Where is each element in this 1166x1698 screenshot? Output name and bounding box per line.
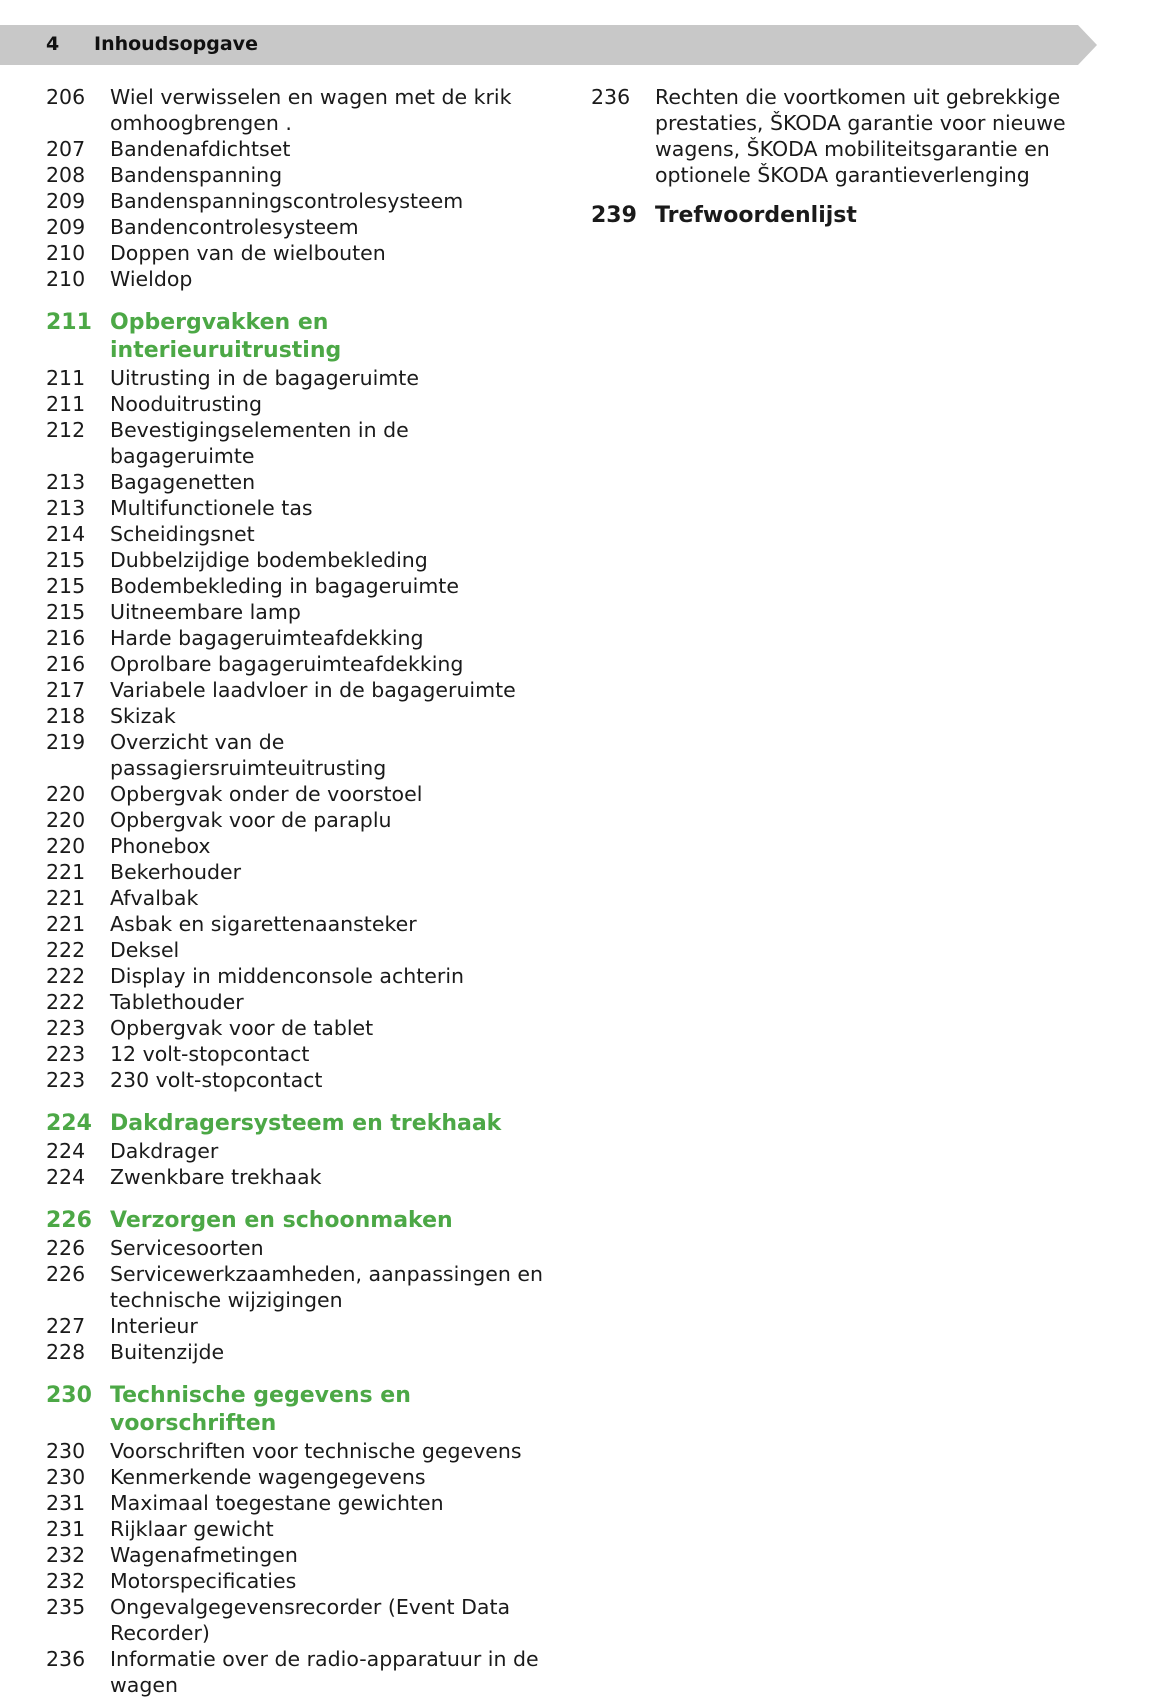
toc-entry[interactable] xyxy=(46,469,546,495)
toc-title: Skizak xyxy=(110,704,176,728)
toc-title: Wiel verwisselen en wagen met de krik omhoogbrengen . xyxy=(110,85,512,135)
toc-page-number: 222 xyxy=(46,964,86,988)
toc-page-number: 210 xyxy=(46,241,86,265)
toc-entry[interactable] xyxy=(46,781,546,807)
toc-title: Bodembekleding in bagageruimte xyxy=(110,574,459,598)
toc-title: Multifunctionele tas xyxy=(110,496,313,520)
toc-entry[interactable] xyxy=(46,963,546,989)
toc-entry[interactable] xyxy=(46,1490,546,1516)
toc-page-number: 230 xyxy=(46,1465,86,1489)
toc-title: Zwenkbare trekhaak xyxy=(110,1165,322,1189)
toc-title: Servicesoorten xyxy=(110,1236,264,1260)
toc-entry[interactable] xyxy=(46,1313,546,1339)
toc-entry[interactable] xyxy=(46,1438,546,1464)
toc-page-number: 208 xyxy=(46,163,86,187)
toc-entry[interactable] xyxy=(46,1235,546,1261)
toc-page-number: 224 xyxy=(46,1165,86,1189)
toc-title: Dubbelzijdige bodembekleding xyxy=(110,548,428,572)
toc-entry[interactable] xyxy=(46,266,546,292)
toc-entry[interactable] xyxy=(46,651,546,677)
toc-title: Harde bagageruimteafdekking xyxy=(110,626,424,650)
toc-page-number: 228 xyxy=(46,1340,86,1364)
toc-entry[interactable] xyxy=(46,1164,546,1190)
toc-title: Interieur xyxy=(110,1314,198,1338)
toc-page-number: 223 xyxy=(46,1016,86,1040)
toc-entry[interactable] xyxy=(46,1138,546,1164)
toc-title: Oprolbare bagageruimteafdekking xyxy=(110,652,464,676)
toc-entry[interactable] xyxy=(46,677,546,703)
toc-page-number: 227 xyxy=(46,1314,86,1338)
toc-entry[interactable] xyxy=(46,1041,546,1067)
toc-title: Dakdragersysteem en trekhaak xyxy=(110,1111,502,1136)
toc-title: Nooduitrusting xyxy=(110,392,262,416)
toc-page-number: 216 xyxy=(46,626,86,650)
toc-page-number: 214 xyxy=(46,522,86,546)
toc-page-number: 215 xyxy=(46,600,86,624)
toc-title: Bandencontrolesysteem xyxy=(110,215,359,239)
toc-entry[interactable] xyxy=(46,1646,546,1698)
toc-title: Opbergvak voor de tablet xyxy=(110,1016,374,1040)
toc-page-number: 206 xyxy=(46,85,86,109)
toc-entry[interactable] xyxy=(46,1015,546,1041)
toc-title: Verzorgen en schoonmaken xyxy=(110,1208,453,1233)
toc-title: Opbergvak voor de paraplu xyxy=(110,808,392,832)
toc-page-number: 226 xyxy=(46,1236,86,1260)
toc-entry[interactable] xyxy=(46,495,546,521)
toc-title: Scheidingsnet xyxy=(110,522,255,546)
toc-page-number: 236 xyxy=(46,1647,86,1671)
toc-title: Rechten die voortkomen uit gebrekkige prestaties, ŠKODA garantie voor nieuwe wagens, ŠKODA mobiliteitsgarantie en optionele ŠKODA garantieverlenging xyxy=(655,85,1066,187)
toc-page-number: 221 xyxy=(46,886,86,910)
toc-entry[interactable] xyxy=(46,1464,546,1490)
toc-title: Opbergvak onder de voorstoel xyxy=(110,782,423,806)
toc-title: Bagagenetten xyxy=(110,470,256,494)
toc-right-column xyxy=(591,84,1091,230)
toc-page-number: 221 xyxy=(46,860,86,884)
toc-page-number: 211 xyxy=(46,310,92,335)
toc-page-number: 209 xyxy=(46,189,86,213)
toc-title: Servicewerkzaamheden, aanpassingen en technische wijzigingen xyxy=(110,1262,544,1312)
toc-entry[interactable] xyxy=(46,1516,546,1542)
toc-title: Bandenafdichtset xyxy=(110,137,291,161)
toc-title: Opbergvakken en interieuruitrusting xyxy=(110,310,342,363)
toc-section-heading[interactable] xyxy=(46,1382,546,1438)
toc-entry[interactable] xyxy=(46,1594,546,1646)
toc-page-number: 210 xyxy=(46,267,86,291)
toc-entry[interactable] xyxy=(46,547,546,573)
toc-page-number: 222 xyxy=(46,990,86,1014)
toc-page-number: 231 xyxy=(46,1517,86,1541)
toc-page-number: 217 xyxy=(46,678,86,702)
toc-entry[interactable] xyxy=(46,937,546,963)
toc-title: Ongevalgegevensrecorder (Event Data Recorder) xyxy=(110,1595,511,1645)
toc-title: 12 volt-stopcontact xyxy=(110,1042,310,1066)
toc-entry[interactable] xyxy=(46,391,546,417)
toc-section-heading[interactable] xyxy=(46,1110,546,1138)
toc-title: Bevestigingselementen in de bagageruimte xyxy=(110,418,409,468)
toc-title: Voorschriften voor technische gegevens xyxy=(110,1439,522,1463)
toc-title: Phonebox xyxy=(110,834,211,858)
toc-entry[interactable] xyxy=(46,365,546,391)
toc-page-number: 215 xyxy=(46,574,86,598)
toc-page-number: 209 xyxy=(46,215,86,239)
toc-title: Bekerhouder xyxy=(110,860,242,884)
toc-page-number: 215 xyxy=(46,548,86,572)
toc-title: Uitrusting in de bagageruimte xyxy=(110,366,419,390)
toc-page-number: 219 xyxy=(46,730,86,754)
toc-entry[interactable] xyxy=(46,1542,546,1568)
toc-title: Kenmerkende wagengegevens xyxy=(110,1465,426,1489)
toc-entry[interactable] xyxy=(46,833,546,859)
toc-entry[interactable] xyxy=(46,162,546,188)
header-title: Inhoudsopgave xyxy=(94,33,258,55)
toc-page-number: 220 xyxy=(46,834,86,858)
toc-page-number: 226 xyxy=(46,1208,92,1233)
toc-entry[interactable] xyxy=(46,188,546,214)
toc-title: Trefwoordenlijst xyxy=(655,203,857,228)
toc-title: Wieldop xyxy=(110,267,193,291)
toc-entry[interactable] xyxy=(46,729,546,781)
toc-page-number: 232 xyxy=(46,1543,86,1567)
toc-entry[interactable] xyxy=(46,599,546,625)
toc-title: Asbak en sigarettenaansteker xyxy=(110,912,417,936)
toc-page-number: 211 xyxy=(46,366,86,390)
toc-title: Afvalbak xyxy=(110,886,199,910)
toc-title: Uitneembare lamp xyxy=(110,600,301,624)
toc-page-number: 213 xyxy=(46,496,86,520)
toc-entry[interactable] xyxy=(46,521,546,547)
toc-entry[interactable] xyxy=(46,859,546,885)
toc-title: Buitenzijde xyxy=(110,1340,225,1364)
toc-page-number: 223 xyxy=(46,1042,86,1066)
toc-page-number: 221 xyxy=(46,912,86,936)
toc-page-number: 226 xyxy=(46,1262,86,1286)
toc-page-number: 239 xyxy=(591,203,637,228)
toc-page-number: 232 xyxy=(46,1569,86,1593)
toc-entry[interactable] xyxy=(46,84,546,136)
toc-page-number: 213 xyxy=(46,470,86,494)
toc-entry[interactable] xyxy=(46,703,546,729)
toc-page-number: 212 xyxy=(46,418,86,442)
toc-page-number: 230 xyxy=(46,1383,92,1408)
toc-section-heading[interactable] xyxy=(46,309,546,365)
toc-title: Doppen van de wielbouten xyxy=(110,241,386,265)
toc-title: Motorspecificaties xyxy=(110,1569,297,1593)
toc-page-number: 222 xyxy=(46,938,86,962)
toc-title: Dakdrager xyxy=(110,1139,219,1163)
toc-section-heading[interactable] xyxy=(591,202,1091,230)
toc-page-number: 231 xyxy=(46,1491,86,1515)
toc-page-number: 220 xyxy=(46,808,86,832)
toc-entry[interactable] xyxy=(46,417,546,469)
toc-title: Maximaal toegestane gewichten xyxy=(110,1491,444,1515)
toc-page-number: 216 xyxy=(46,652,86,676)
toc-entry[interactable] xyxy=(46,885,546,911)
toc-entry[interactable] xyxy=(46,625,546,651)
toc-entry[interactable] xyxy=(46,911,546,937)
toc-title: Tablethouder xyxy=(110,990,244,1014)
toc-page-number: 235 xyxy=(46,1595,86,1619)
toc-page-number: 211 xyxy=(46,392,86,416)
toc-section-heading[interactable] xyxy=(46,1207,546,1235)
toc-page-number: 230 xyxy=(46,1439,86,1463)
toc-title: Display in middenconsole achterin xyxy=(110,964,465,988)
toc-title: Variabele laadvloer in de bagageruimte xyxy=(110,678,516,702)
toc-title: Bandenspanning xyxy=(110,163,283,187)
toc-entry[interactable] xyxy=(46,807,546,833)
toc-page-number: 236 xyxy=(591,85,631,109)
toc-left-column xyxy=(46,84,546,1698)
toc-entry[interactable] xyxy=(46,1067,546,1093)
toc-title: Overzicht van de passagiersruimteuitrusting xyxy=(110,730,387,780)
toc-entry[interactable] xyxy=(46,1261,546,1313)
header-page-number: 4 xyxy=(46,33,60,55)
toc-title: Deksel xyxy=(110,938,180,962)
toc-page-number: 207 xyxy=(46,137,86,161)
toc-page-number: 218 xyxy=(46,704,86,728)
toc-page-number: 220 xyxy=(46,782,86,806)
toc-title: Informatie over de radio-apparatuur in de wagen xyxy=(110,1647,539,1697)
toc-title: 230 volt-stopcontact xyxy=(110,1068,323,1092)
toc-page-number: 224 xyxy=(46,1111,92,1136)
toc-title: Bandenspanningscontrolesysteem xyxy=(110,189,464,213)
toc-title: Wagenafmetingen xyxy=(110,1543,298,1567)
toc-entry[interactable] xyxy=(46,240,546,266)
toc-title: Rijklaar gewicht xyxy=(110,1517,274,1541)
toc-entry[interactable] xyxy=(46,136,546,162)
toc-entry[interactable] xyxy=(46,1339,546,1365)
toc-title: Technische gegevens en voorschriften xyxy=(110,1383,411,1436)
toc-entry[interactable] xyxy=(46,573,546,599)
toc-entry[interactable] xyxy=(46,989,546,1015)
toc-page-number: 224 xyxy=(46,1139,86,1163)
toc-entry[interactable] xyxy=(46,1568,546,1594)
toc-page-number: 223 xyxy=(46,1068,86,1092)
toc-entry[interactable] xyxy=(46,214,546,240)
toc-entry[interactable] xyxy=(591,84,1091,188)
